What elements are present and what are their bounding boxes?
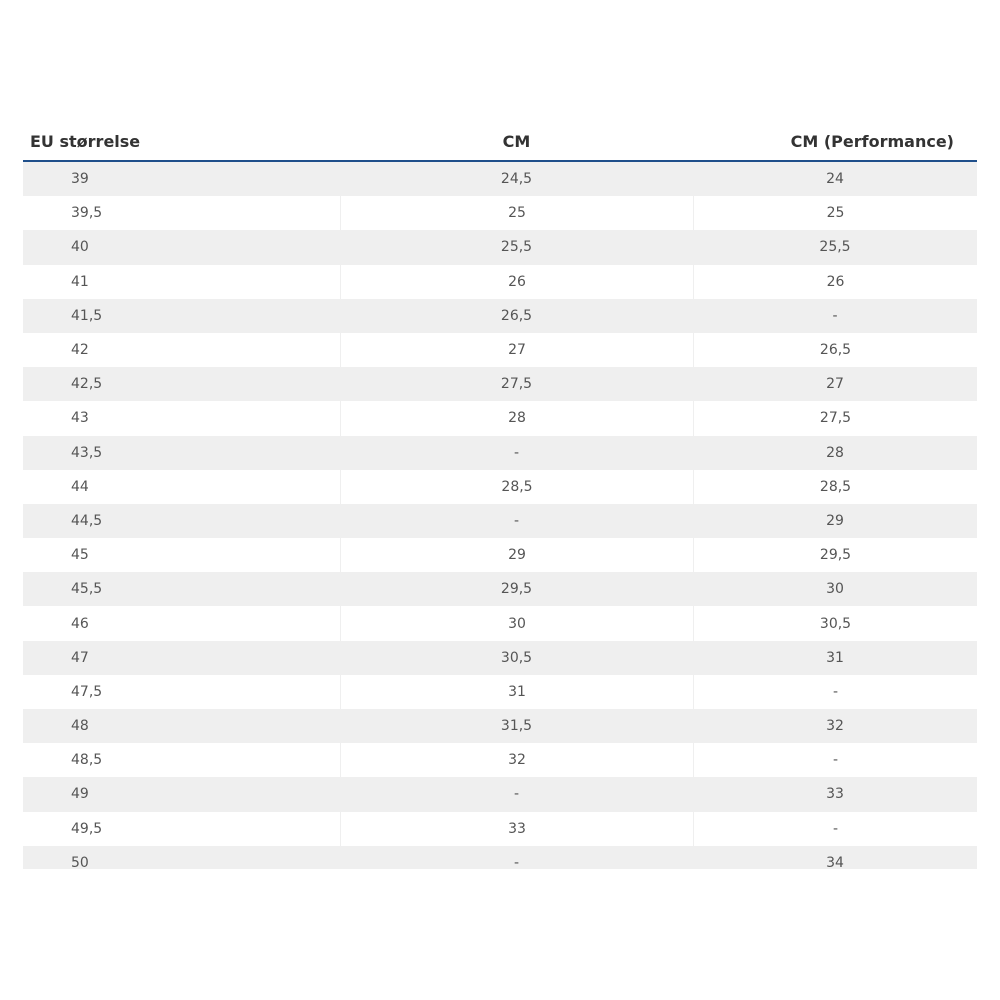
- table-header: [23, 122, 977, 162]
- table-row: [23, 299, 977, 333]
- cell-cm-performance: 26,5: [693, 333, 977, 367]
- cell-cm: 30: [340, 606, 693, 640]
- cell-eu-size: 44: [71, 478, 89, 495]
- cell-cm: -: [513, 786, 520, 803]
- cell-cm-performance: 29,5: [693, 538, 977, 572]
- cell-cm: 33: [340, 812, 693, 846]
- cell-cm: -: [513, 512, 520, 529]
- table-body: [23, 162, 977, 869]
- table-row: [23, 401, 977, 435]
- cell-cm-performance: 24: [826, 171, 844, 188]
- table-row: [23, 436, 977, 470]
- table-row: [23, 812, 977, 846]
- cell-cm-performance: 27: [826, 376, 844, 393]
- cell-cm: 24,5: [500, 171, 533, 188]
- cell-eu-size: 47: [71, 649, 89, 666]
- cell-cm: -: [513, 444, 520, 461]
- cell-cm: 28: [340, 401, 693, 435]
- cell-eu-size: 50: [71, 854, 89, 869]
- table-row: [23, 777, 977, 811]
- cell-eu-size: 43,5: [71, 444, 103, 461]
- cell-cm: 29: [340, 538, 693, 572]
- table-row: [23, 230, 977, 264]
- cell-eu-size: 41,5: [71, 307, 103, 324]
- table-row: [23, 743, 977, 777]
- table-row: [23, 846, 977, 869]
- cell-cm-performance: 34: [826, 854, 844, 869]
- cell-cm: -: [513, 854, 520, 869]
- cell-eu-size: 44,5: [71, 512, 103, 529]
- table-row: [23, 504, 977, 538]
- cell-cm: 27,5: [500, 376, 533, 393]
- cell-cm-performance: -: [693, 812, 977, 846]
- cell-eu-size: 39: [71, 171, 89, 188]
- size-table: [23, 122, 977, 869]
- cell-cm-performance: 25: [693, 196, 977, 230]
- cell-cm-performance: -: [693, 675, 977, 709]
- cell-eu-size: 40: [71, 239, 89, 256]
- cell-cm: 27: [340, 333, 693, 367]
- cell-cm-performance: 29: [826, 512, 844, 529]
- header-cm-performance: CM (Performance): [790, 131, 954, 151]
- cell-cm-performance: 32: [826, 718, 844, 735]
- table-row: [23, 333, 977, 367]
- header-eu-size: EU størrelse: [30, 131, 141, 151]
- cell-cm-performance: 28: [826, 444, 844, 461]
- cell-cm: 31,5: [500, 718, 533, 735]
- cell-cm-performance: 26: [693, 265, 977, 299]
- table-row: [23, 675, 977, 709]
- cell-cm-performance: 25,5: [819, 239, 851, 256]
- cell-cm: 32: [340, 743, 693, 777]
- cell-eu-size: 48,5: [71, 752, 103, 769]
- table-row: [23, 162, 977, 196]
- cell-cm: 25,5: [500, 239, 533, 256]
- cell-cm-performance: 28,5: [693, 470, 977, 504]
- cell-cm: 28,5: [340, 470, 693, 504]
- cell-eu-size: 42: [71, 342, 89, 359]
- cell-eu-size: 49,5: [71, 820, 103, 837]
- table-row: [23, 470, 977, 504]
- cell-cm: 26,5: [500, 307, 533, 324]
- cell-cm-performance: 33: [826, 786, 844, 803]
- table-row: [23, 641, 977, 675]
- cell-eu-size: 48: [71, 718, 89, 735]
- cell-eu-size: 43: [71, 410, 89, 427]
- table-row: [23, 367, 977, 401]
- table-row: [23, 606, 977, 640]
- cell-cm: 25: [340, 196, 693, 230]
- cell-eu-size: 39,5: [71, 205, 103, 222]
- cell-cm-performance: 31: [826, 649, 844, 666]
- cell-eu-size: 45,5: [71, 581, 103, 598]
- cell-cm: 31: [340, 675, 693, 709]
- header-cm: CM: [502, 131, 531, 151]
- cell-cm-performance: -: [832, 307, 838, 324]
- cell-cm: 29,5: [500, 581, 533, 598]
- cell-cm-performance: 30,5: [693, 606, 977, 640]
- table-row: [23, 709, 977, 743]
- cell-eu-size: 47,5: [71, 683, 103, 700]
- cell-cm: 26: [340, 265, 693, 299]
- table-row: [23, 538, 977, 572]
- table-row: [23, 572, 977, 606]
- cell-cm: 30,5: [500, 649, 533, 666]
- cell-eu-size: 41: [71, 273, 89, 290]
- cell-cm-performance: 27,5: [693, 401, 977, 435]
- cell-eu-size: 45: [71, 547, 89, 564]
- cell-eu-size: 46: [71, 615, 89, 632]
- cell-eu-size: 42,5: [71, 376, 103, 393]
- table-row: [23, 265, 977, 299]
- cell-eu-size: 49: [71, 786, 89, 803]
- cell-cm-performance: 30: [826, 581, 844, 598]
- table-row: [23, 196, 977, 230]
- cell-cm-performance: -: [693, 743, 977, 777]
